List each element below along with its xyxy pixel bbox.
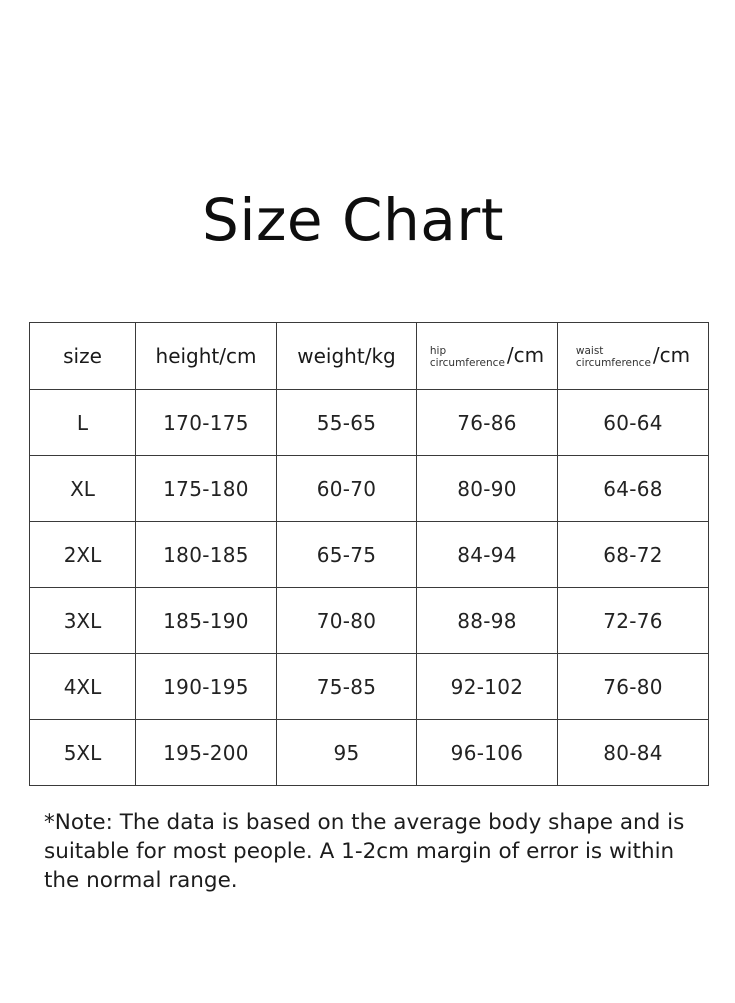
header-waist-label-bottom: circumference: [575, 357, 651, 370]
table-row: [30, 522, 709, 588]
cell-waist: 80-84: [558, 720, 709, 786]
cell-height: 180-185: [136, 522, 277, 588]
table-row: [30, 720, 709, 786]
header-waist-unit: /cm: [652, 342, 691, 367]
header-weight-label: weight: [297, 344, 365, 368]
cell-height: 175-180: [136, 456, 277, 522]
cell-height: 185-190: [136, 588, 277, 654]
cell-size: XL: [30, 456, 136, 522]
page-title: Size Chart: [202, 186, 504, 254]
cell-weight: 60-70: [277, 456, 417, 522]
header-hip-stack: [430, 345, 505, 369]
cell-hip: 88-98: [417, 588, 558, 654]
cell-weight: 95: [277, 720, 417, 786]
cell-hip: 80-90: [417, 456, 558, 522]
cell-waist: 72-76: [558, 588, 709, 654]
header-height-unit: /cm: [219, 344, 257, 368]
cell-size: 2XL: [30, 522, 136, 588]
header-weight: [277, 323, 417, 390]
size-note: *Note: The data is based on the average body shape and is suitable for most people. A 1-2cm margin of error is within the normal range.: [44, 810, 685, 893]
header-height-label: height: [155, 344, 220, 368]
header-hip-label-bottom: circumference: [429, 357, 505, 370]
table-header-row: [30, 323, 709, 390]
cell-waist: 76-80: [558, 654, 709, 720]
header-hip: [417, 323, 558, 390]
cell-hip: 84-94: [417, 522, 558, 588]
cell-hip: 96-106: [417, 720, 558, 786]
header-size-label: size: [63, 344, 102, 368]
cell-hip: 92-102: [417, 654, 558, 720]
header-waist-stack: [576, 345, 651, 369]
cell-size: 5XL: [30, 720, 136, 786]
cell-height: 170-175: [136, 390, 277, 456]
header-hip-unit: /cm: [506, 342, 545, 367]
cell-height: 195-200: [136, 720, 277, 786]
cell-weight: 75-85: [277, 654, 417, 720]
cell-weight: 55-65: [277, 390, 417, 456]
cell-waist: 60-64: [558, 390, 709, 456]
cell-size: 3XL: [30, 588, 136, 654]
header-weight-unit: /kg: [364, 344, 396, 368]
table-row: [30, 654, 709, 720]
header-waist-label-top: waist: [575, 345, 604, 358]
cell-size: 4XL: [30, 654, 136, 720]
cell-waist: 64-68: [558, 456, 709, 522]
cell-waist: 68-72: [558, 522, 709, 588]
cell-height: 190-195: [136, 654, 277, 720]
cell-weight: 65-75: [277, 522, 417, 588]
table-row: [30, 588, 709, 654]
header-height: [136, 323, 277, 390]
size-chart-table: [29, 322, 709, 786]
cell-weight: 70-80: [277, 588, 417, 654]
table-row: [30, 390, 709, 456]
table-row: [30, 456, 709, 522]
header-waist: [558, 323, 709, 390]
header-size: [30, 323, 136, 390]
header-hip-label-top: hip: [429, 345, 447, 358]
cell-hip: 76-86: [417, 390, 558, 456]
cell-size: L: [30, 390, 136, 456]
